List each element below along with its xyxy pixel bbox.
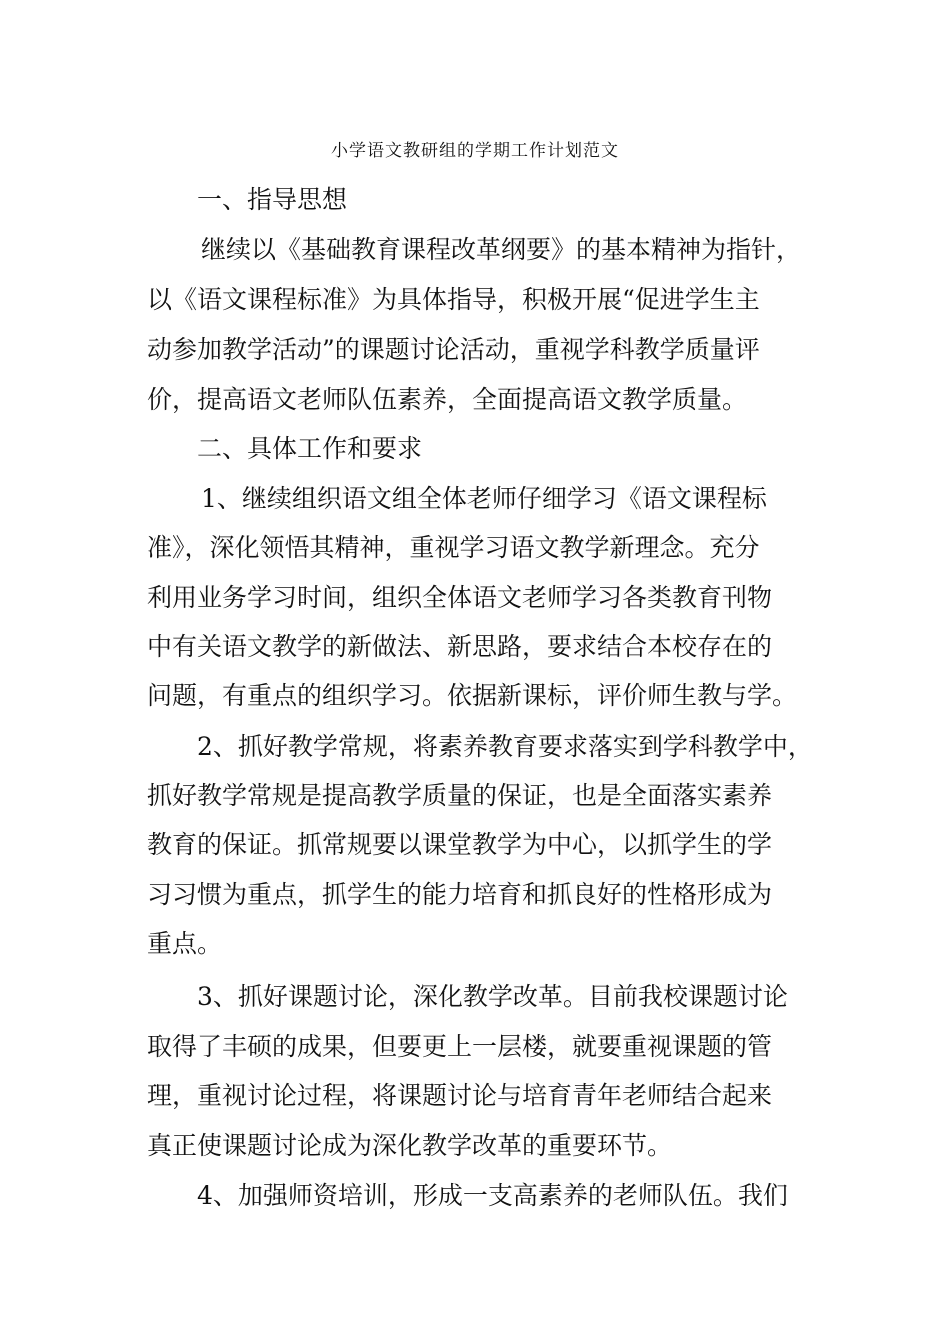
paragraph-line: 理，重视讨论过程，将课题讨论与培育青年老师结合起来: [147, 1081, 773, 1110]
paragraph-line: 动参加教学活动”的课题讨论活动，重视学科教学质量评: [147, 335, 760, 364]
paragraph-line: 重点。: [147, 929, 223, 958]
heading-work-requirements: 二、具体工作和要求: [197, 434, 423, 463]
paragraph-line: 抓好教学常规是提高教学质量的保证，也是全面落实素养: [147, 781, 773, 810]
paragraph-line: 真正使课题讨论成为深化教学改革的重要环节。: [147, 1131, 673, 1160]
paragraph-line: 问题，有重点的组织学习。依据新课标，评价师生教与学。: [147, 681, 798, 710]
paragraph-line: 习习惯为重点，抓学生的能力培育和抓良好的性格形成为: [147, 880, 773, 909]
paragraph-line: 准》，深化领悟其精神，重视学习语文教学新理念。充分: [147, 533, 760, 562]
paragraph-line: 价，提高语文老师队伍素养，全面提高语文教学质量。: [147, 385, 748, 414]
paragraph-line: 继续以《基础教育课程改革纲要》的基本精神为指针，: [201, 235, 802, 264]
heading-guiding-thought: 一、指导思想: [197, 185, 348, 214]
paragraph-line: 以《语文课程标准》为具体指导，积极开展“促进学生主: [147, 285, 760, 314]
document-title: 小学语文教研组的学期工作计划范文: [331, 141, 619, 161]
paragraph-line: 4、加强师资培训，形成一支高素养的老师队伍。我们: [197, 1181, 788, 1210]
paragraph-line: 中有关语文教学的新做法、新思路，要求结合本校存在的: [147, 632, 773, 661]
paragraph-line: 3、抓好课题讨论，深化教学改革。目前我校课题讨论: [197, 982, 788, 1011]
paragraph-line: 取得了丰硕的成果，但要更上一层楼，就要重视课题的管: [147, 1032, 773, 1061]
paragraph-line: 2、抓好教学常规，将素养教育要求落实到学科教学中，: [197, 732, 813, 761]
paragraph-line: 1、继续组织语文组全体老师仔细学习《语文课程标: [201, 484, 767, 513]
paragraph-line: 教育的保证。抓常规要以课堂教学为中心，以抓学生的学: [147, 830, 773, 859]
paragraph-line: 利用业务学习时间，组织全体语文老师学习各类教育刊物: [147, 583, 773, 612]
